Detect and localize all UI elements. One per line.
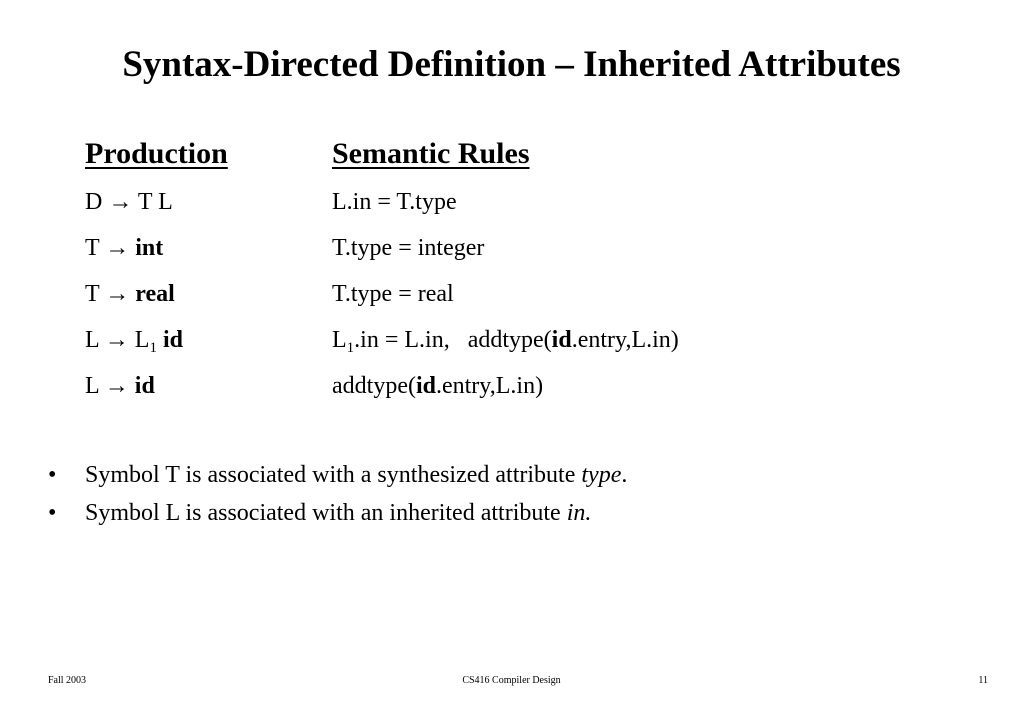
bullet-text-tail: .	[621, 462, 628, 488]
bullet-text-italic: type	[581, 462, 622, 488]
production-rhs-keyword: int	[135, 235, 164, 261]
arrow-symbol: →	[105, 281, 130, 307]
production-rhs-keyword: id	[134, 373, 155, 399]
production-row-4	[85, 324, 183, 356]
rule-keyword: id	[551, 327, 572, 353]
production-lhs: T	[85, 281, 100, 307]
production-rhs: T L	[137, 189, 173, 215]
production-rhs: L	[134, 327, 150, 353]
rule-part: L	[332, 327, 347, 353]
production-rhs-keyword: real	[135, 281, 175, 307]
subscript: 1	[346, 340, 355, 356]
slide-title: Syntax-Directed Definition – Inherited Attributes	[122, 44, 901, 85]
arrow-symbol: →	[105, 235, 130, 261]
bullet-marker: •	[48, 500, 57, 526]
bullet-text	[85, 497, 591, 529]
production-row-3	[85, 278, 175, 310]
semantic-rule-2: T.type = integer	[332, 235, 485, 261]
production-header: Production	[85, 137, 228, 170]
arrow-symbol: →	[104, 327, 129, 353]
production-row-5	[85, 370, 155, 402]
production-lhs: T	[85, 235, 100, 261]
footer-left: Fall 2003	[48, 675, 87, 686]
footer-page-number: 11	[978, 675, 988, 686]
arrow-symbol: →	[104, 373, 129, 399]
semantic-rule-5	[332, 370, 543, 402]
semantic-rule-4	[332, 324, 679, 356]
rule-keyword: id	[415, 373, 436, 399]
rule-part: .entry,L.in)	[435, 373, 544, 399]
bullet-text-main: Symbol T is associated with a synthesized attribute	[85, 462, 582, 488]
production-row-2	[85, 232, 163, 264]
production-lhs: L	[85, 327, 99, 353]
production-lhs: L	[85, 373, 99, 399]
bullet-marker: •	[48, 462, 57, 488]
bullet-text	[85, 459, 627, 491]
production-lhs: D	[85, 189, 103, 215]
footer-center: CS416 Compiler Design	[462, 675, 561, 686]
arrow-symbol: →	[108, 189, 133, 215]
subscript: 1	[149, 340, 157, 356]
production-row-1	[85, 186, 173, 218]
semantic-rule-1: L.in = T.type	[332, 189, 457, 215]
semantic-rules-header: Semantic Rules	[332, 137, 530, 170]
bullet-text-main: Symbol L is associated with an inherited attribute	[85, 500, 567, 526]
rule-part: addtype(	[332, 373, 416, 399]
production-rhs-keyword: id	[162, 327, 183, 353]
semantic-rule-3: T.type = real	[332, 281, 454, 307]
bullet-text-italic: in.	[566, 500, 592, 526]
rule-part: .entry,L.in)	[571, 327, 679, 353]
rule-part: .in = L.in, addtype(	[354, 327, 552, 353]
